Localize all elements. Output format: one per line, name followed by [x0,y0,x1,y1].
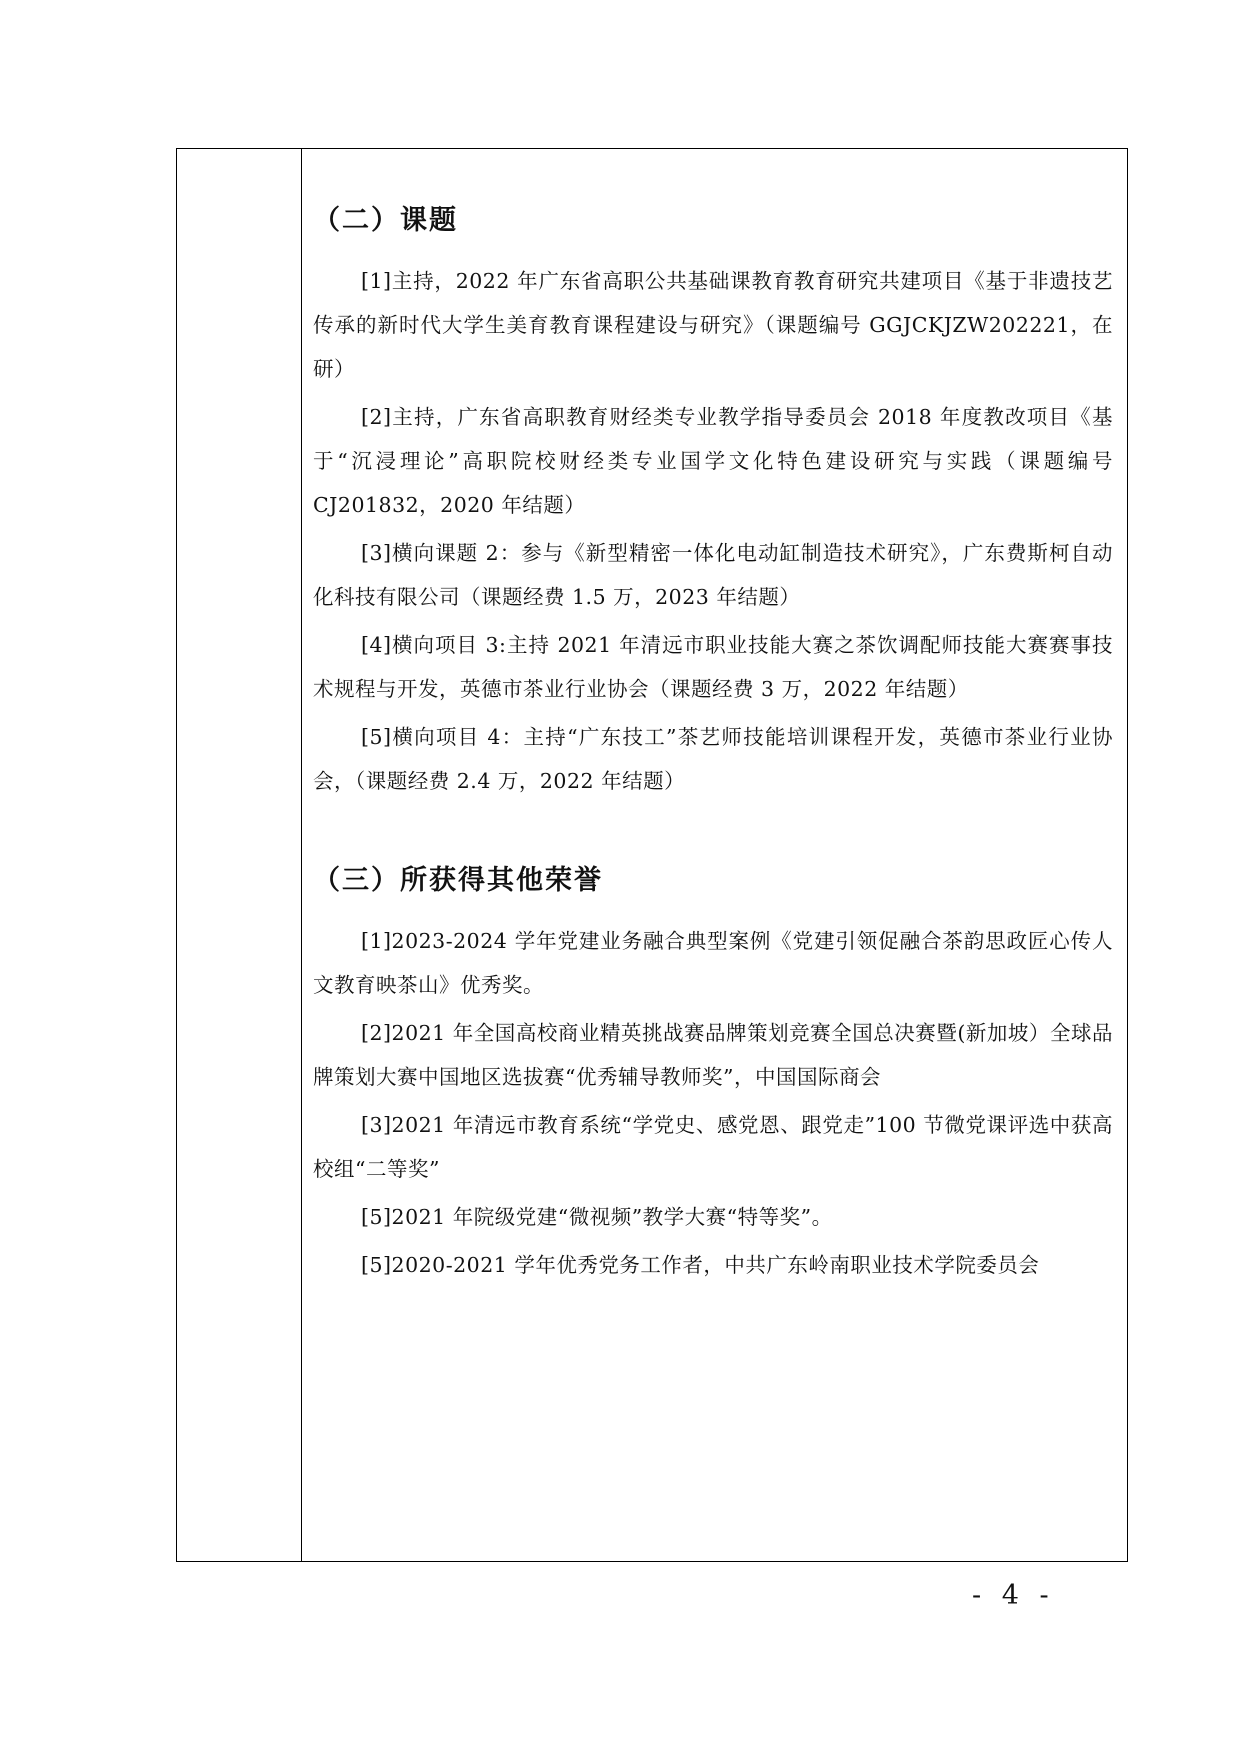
page-number: - 4 - [972,1580,1055,1611]
list-item: [2]主持，广东省高职教育财经类专业教学指导委员会 2018 年度教改项目《基于“沉浸理论”高职院校财经类专业国学文化特色建设研究与实践（课题编号 CJ201832，2020 年结题） [313,405,1113,517]
section-title-projects: （二）课题 [313,205,458,236]
list-item: [3]2021 年清远市教育系统“学党史、感党恩、跟党走”100 节微党课评选中获高校组“二等奖” [313,1113,1113,1181]
content-table [176,148,1128,1562]
list-item: [1]2023-2024 学年党建业务融合典型案例《党建引领促融合茶韵思政匠心传人文教育映茶山》优秀奖。 [313,929,1113,997]
table-content-cell [313,201,1113,1291]
section-title-honors: （三）所获得其他荣誉 [313,865,603,896]
list-item: [1]主持，2022 年广东省高职公共基础课教育教育研究共建项目《基于非遗技艺传承的新时代大学生美育教育课程建设与研究》（课题编号 GGJCKJZW202221，在研） [313,269,1113,381]
list-item: [2]2021 年全国高校商业精英挑战赛品牌策划竞赛全国总决赛暨(新加坡）全球品牌策划大赛中国地区选拔赛“优秀辅导教师奖”，中国国际商会 [313,1021,1113,1089]
list-item: [5]2020-2021 学年优秀党务工作者，中共广东岭南职业技术学院委员会 [361,1253,1040,1277]
list-item: [5]横向项目 4：主持“广东技工”茶艺师技能培训课程开发，英德市茶业行业协会，（课题经费 2.4 万，2022 年结题） [313,725,1113,793]
list-item: [5]2021 年院级党建“微视频”教学大赛“特等奖”。 [361,1205,833,1229]
list-item: [3]横向课题 2：参与《新型精密一体化电动缸制造技术研究》，广东费斯柯自动化科技有限公司（课题经费 1.5 万，2023 年结题） [313,541,1113,609]
column-divider [301,149,302,1561]
list-item: [4]横向项目 3:主持 2021 年清远市职业技能大赛之茶饮调配师技能大赛赛事技术规程与开发，英德市茶业行业协会（课题经费 3 万，2022 年结题） [313,633,1113,701]
